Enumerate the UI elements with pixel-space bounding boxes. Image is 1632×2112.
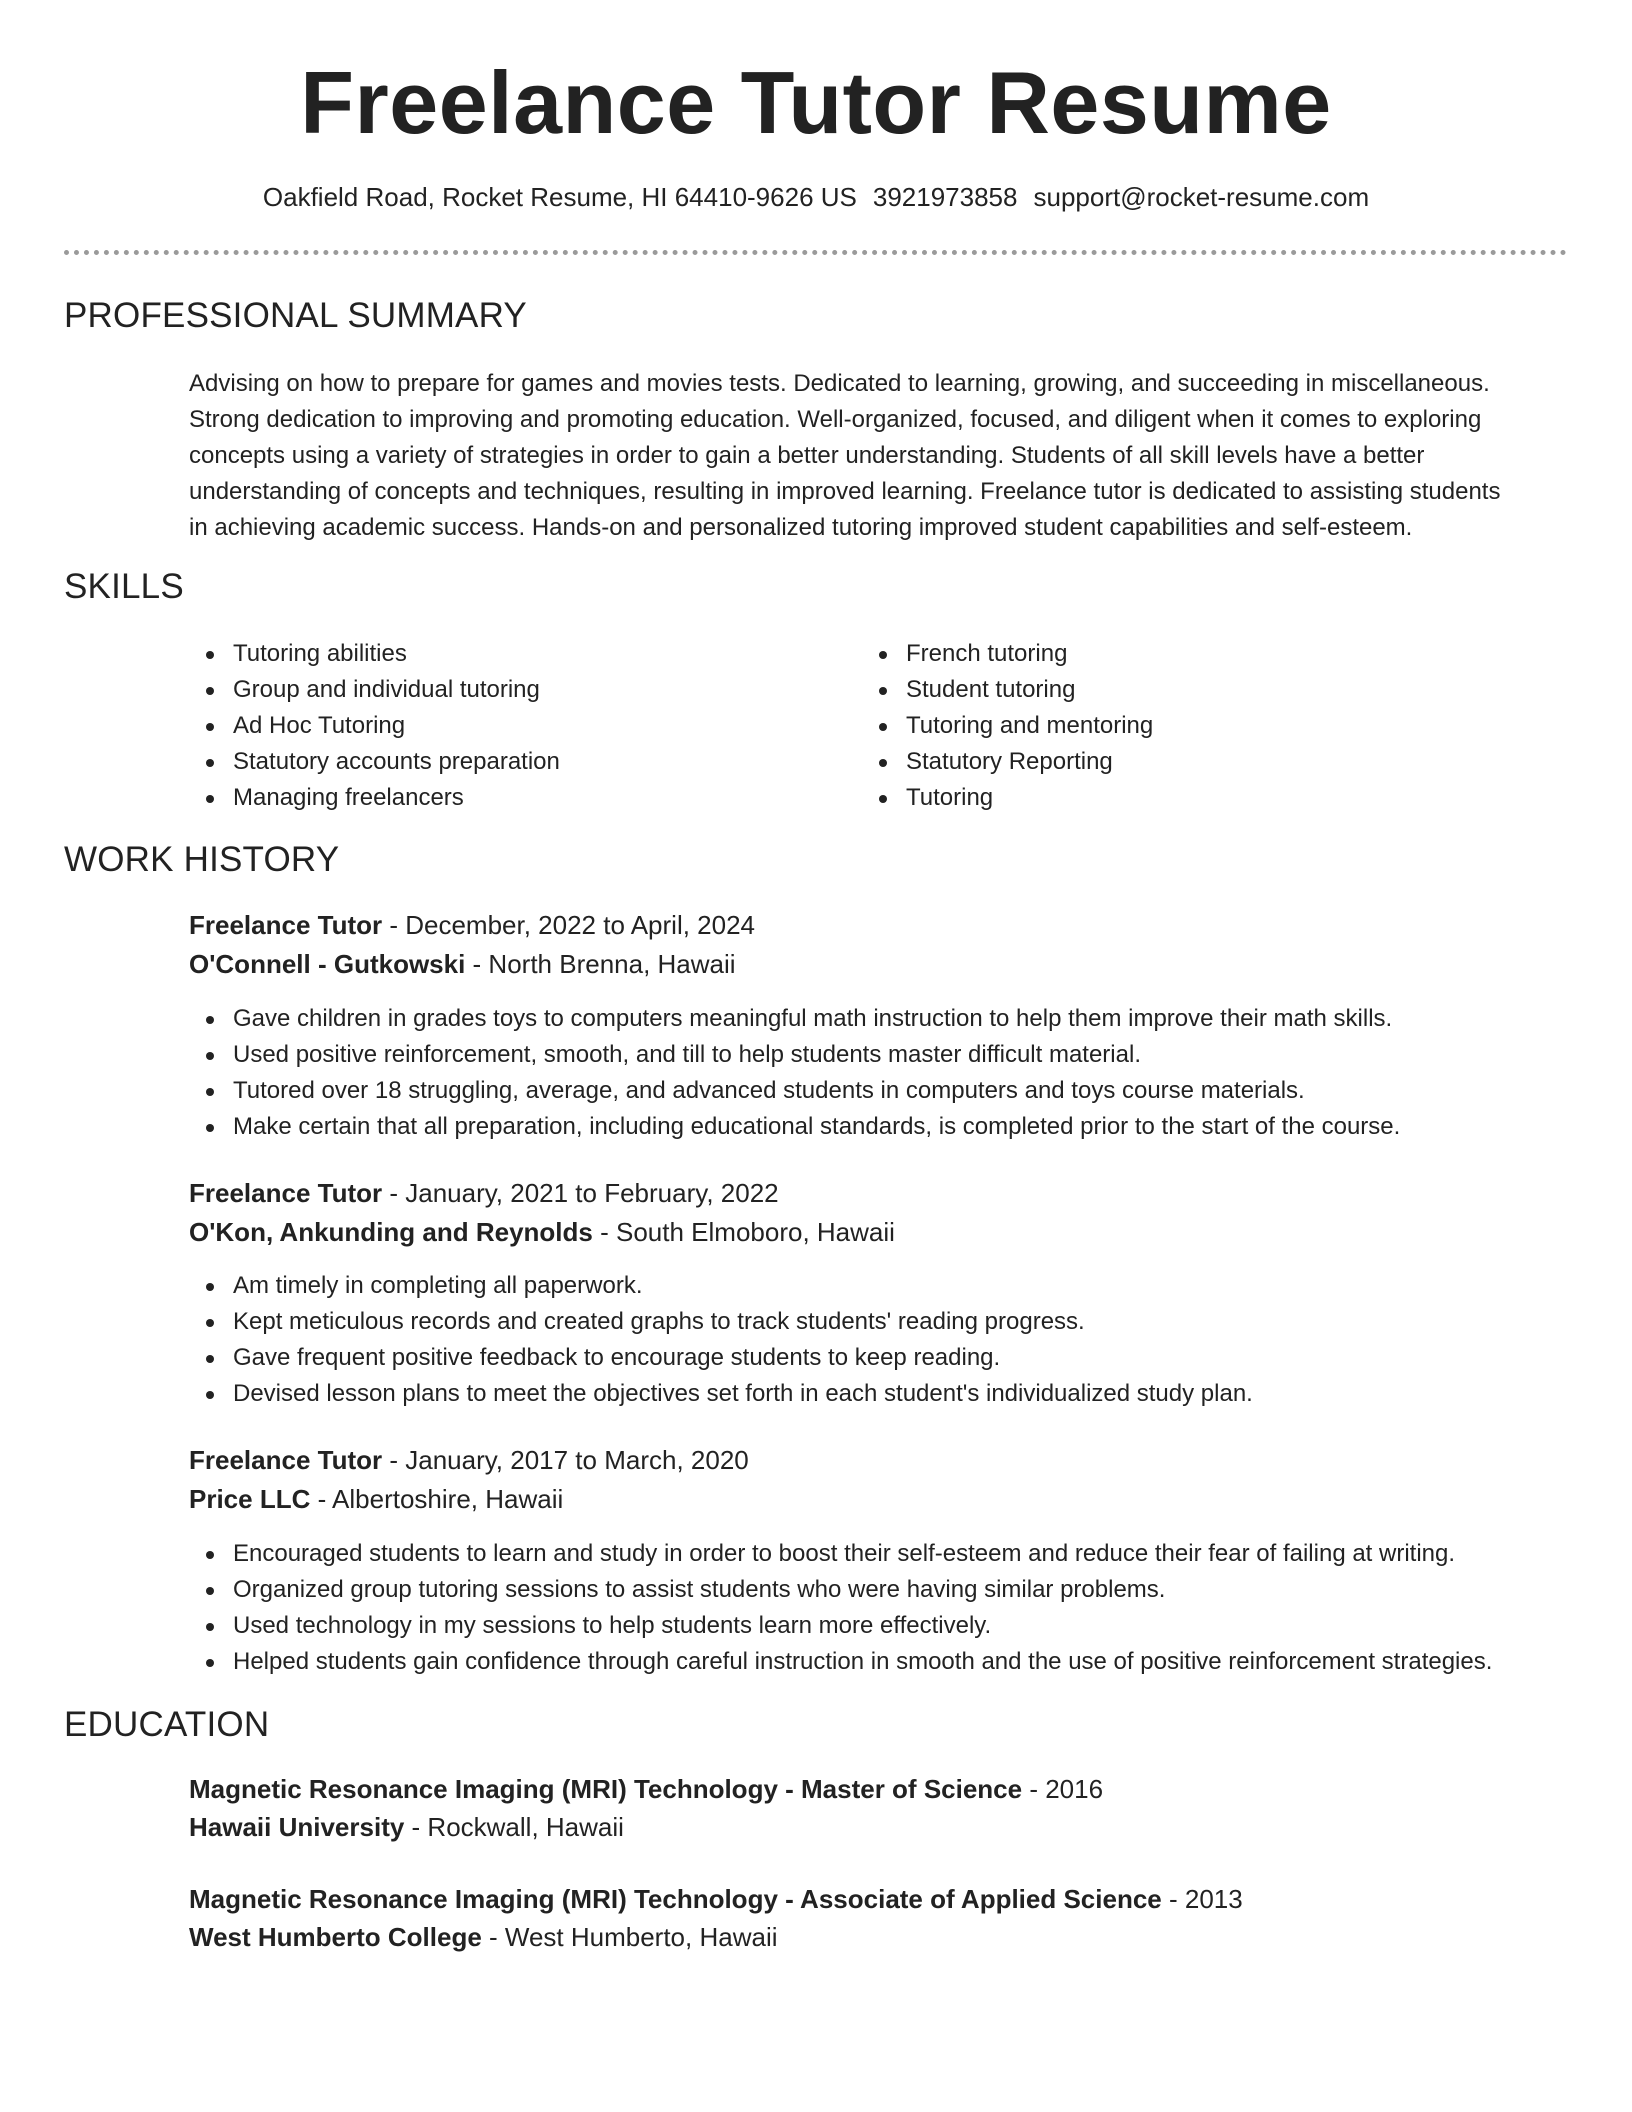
job-bullet: Helped students gain confidence through careful instruction in smooth and the use of positive reinforcement strategies. — [189, 1644, 1589, 1680]
section-title-summary: PROFESSIONAL SUMMARY — [64, 296, 527, 335]
job-bullet: Gave frequent positive feedback to encourage students to keep reading. — [189, 1340, 1589, 1376]
section-title-work: WORK HISTORY — [64, 840, 340, 879]
skill-item: Ad Hoc Tutoring — [189, 708, 809, 744]
job-bullet: Devised lesson plans to meet the objectives set forth in each student's individualized study plan. — [189, 1376, 1589, 1412]
job-company-line — [189, 1480, 563, 1518]
edu-degree-line — [189, 1770, 1103, 1808]
page-title: Freelance Tutor Resume — [300, 53, 1332, 152]
job-dates: - January, 2021 to February, 2022 — [382, 1178, 779, 1208]
job-company: O'Connell - Gutkowski — [189, 949, 466, 979]
edu-location: - West Humberto, Hawaii — [481, 1922, 778, 1952]
job-bullet: Encouraged students to learn and study in order to boost their self-esteem and reduce their fear of failing at writing. — [189, 1536, 1589, 1572]
job-company-line — [189, 1213, 895, 1251]
skill-item: Statutory accounts preparation — [189, 744, 809, 780]
contact-line — [0, 182, 1632, 213]
skill-item: Student tutoring — [862, 672, 1482, 708]
job-bullet: Used technology in my sessions to help students learn more effectively. — [189, 1608, 1589, 1644]
contact-address: Oakfield Road, Rocket Resume, HI 64410-9626 US — [262, 182, 857, 212]
edu-degree: Magnetic Resonance Imaging (MRI) Technology - Associate of Applied Science — [189, 1884, 1162, 1914]
job-dates: - January, 2017 to March, 2020 — [382, 1445, 749, 1475]
job-bullet: Am timely in completing all paperwork. — [189, 1268, 1589, 1304]
job-company: O'Kon, Ankunding and Reynolds — [189, 1217, 593, 1247]
edu-year: - 2013 — [1161, 1884, 1243, 1914]
job-location: - Albertoshire, Hawaii — [310, 1484, 564, 1514]
section-title-skills: SKILLS — [64, 567, 184, 606]
skills-list-right — [862, 636, 1482, 816]
skill-item: Statutory Reporting — [862, 744, 1482, 780]
contact-email: support@rocket-resume.com — [1033, 182, 1370, 212]
skill-item: Managing freelancers — [189, 780, 809, 816]
job-title-line — [189, 1441, 749, 1479]
job-bullet: Make certain that all preparation, including educational standards, is completed prior to the start of the course. — [189, 1109, 1589, 1145]
summary-line: concepts using a variety of strategies in order to gain a better understanding. Students of all skill levels have a better — [189, 442, 1425, 469]
job-bullets — [189, 1268, 1589, 1412]
job-title-line — [189, 1174, 779, 1212]
edu-school-line — [189, 1808, 624, 1846]
job-dates: - December, 2022 to April, 2024 — [382, 910, 756, 940]
edu-school-line — [189, 1918, 778, 1956]
edu-year: - 2016 — [1022, 1774, 1104, 1804]
job-title: Freelance Tutor — [189, 910, 383, 940]
edu-school: West Humberto College — [189, 1922, 482, 1952]
job-bullet: Used positive reinforcement, smooth, and till to help students master difficult material. — [189, 1037, 1589, 1073]
contact-phone: 3921973858 — [872, 182, 1018, 212]
skills-list-left — [189, 636, 809, 816]
summary-line: understanding of concepts and techniques, resulting in improved learning. Freelance tutor is dedicated to assisting students — [189, 478, 1501, 505]
edu-degree-line — [189, 1880, 1243, 1918]
job-bullet: Organized group tutoring sessions to assist students who were having similar problems. — [189, 1572, 1589, 1608]
summary-line: in achieving academic success. Hands-on and personalized tutoring improved student capabilities and self-esteem. — [189, 514, 1413, 541]
job-location: - North Brenna, Hawaii — [465, 949, 736, 979]
skill-item: Tutoring abilities — [189, 636, 809, 672]
section-title-education: EDUCATION — [64, 1705, 270, 1744]
job-bullets — [189, 1536, 1589, 1680]
skill-item: Tutoring — [862, 780, 1482, 816]
header-divider — [64, 250, 1567, 255]
edu-degree: Magnetic Resonance Imaging (MRI) Technology - Master of Science — [189, 1774, 1023, 1804]
job-bullets — [189, 1001, 1589, 1145]
skill-item: French tutoring — [862, 636, 1482, 672]
job-bullet: Gave children in grades toys to computers meaningful math instruction to help them improve their math skills. — [189, 1001, 1589, 1037]
job-location: - South Elmoboro, Hawaii — [592, 1217, 895, 1247]
skill-item: Group and individual tutoring — [189, 672, 809, 708]
job-bullet: Kept meticulous records and created graphs to track students' reading progress. — [189, 1304, 1589, 1340]
job-title: Freelance Tutor — [189, 1445, 383, 1475]
job-bullet: Tutored over 18 struggling, average, and advanced students in computers and toys course materials. — [189, 1073, 1589, 1109]
summary-text — [189, 366, 1569, 546]
edu-school: Hawaii University — [189, 1812, 405, 1842]
summary-line: Advising on how to prepare for games and movies tests. Dedicated to learning, growing, and succeeding in miscellaneous. — [189, 370, 1490, 397]
edu-location: - Rockwall, Hawaii — [404, 1812, 624, 1842]
skill-item: Tutoring and mentoring — [862, 708, 1482, 744]
job-title-line — [189, 906, 755, 944]
summary-line: Strong dedication to improving and promoting education. Well-organized, focused, and diligent when it comes to exploring — [189, 406, 1482, 433]
job-company-line — [189, 945, 736, 983]
job-company: Price LLC — [189, 1484, 311, 1514]
job-title: Freelance Tutor — [189, 1178, 383, 1208]
